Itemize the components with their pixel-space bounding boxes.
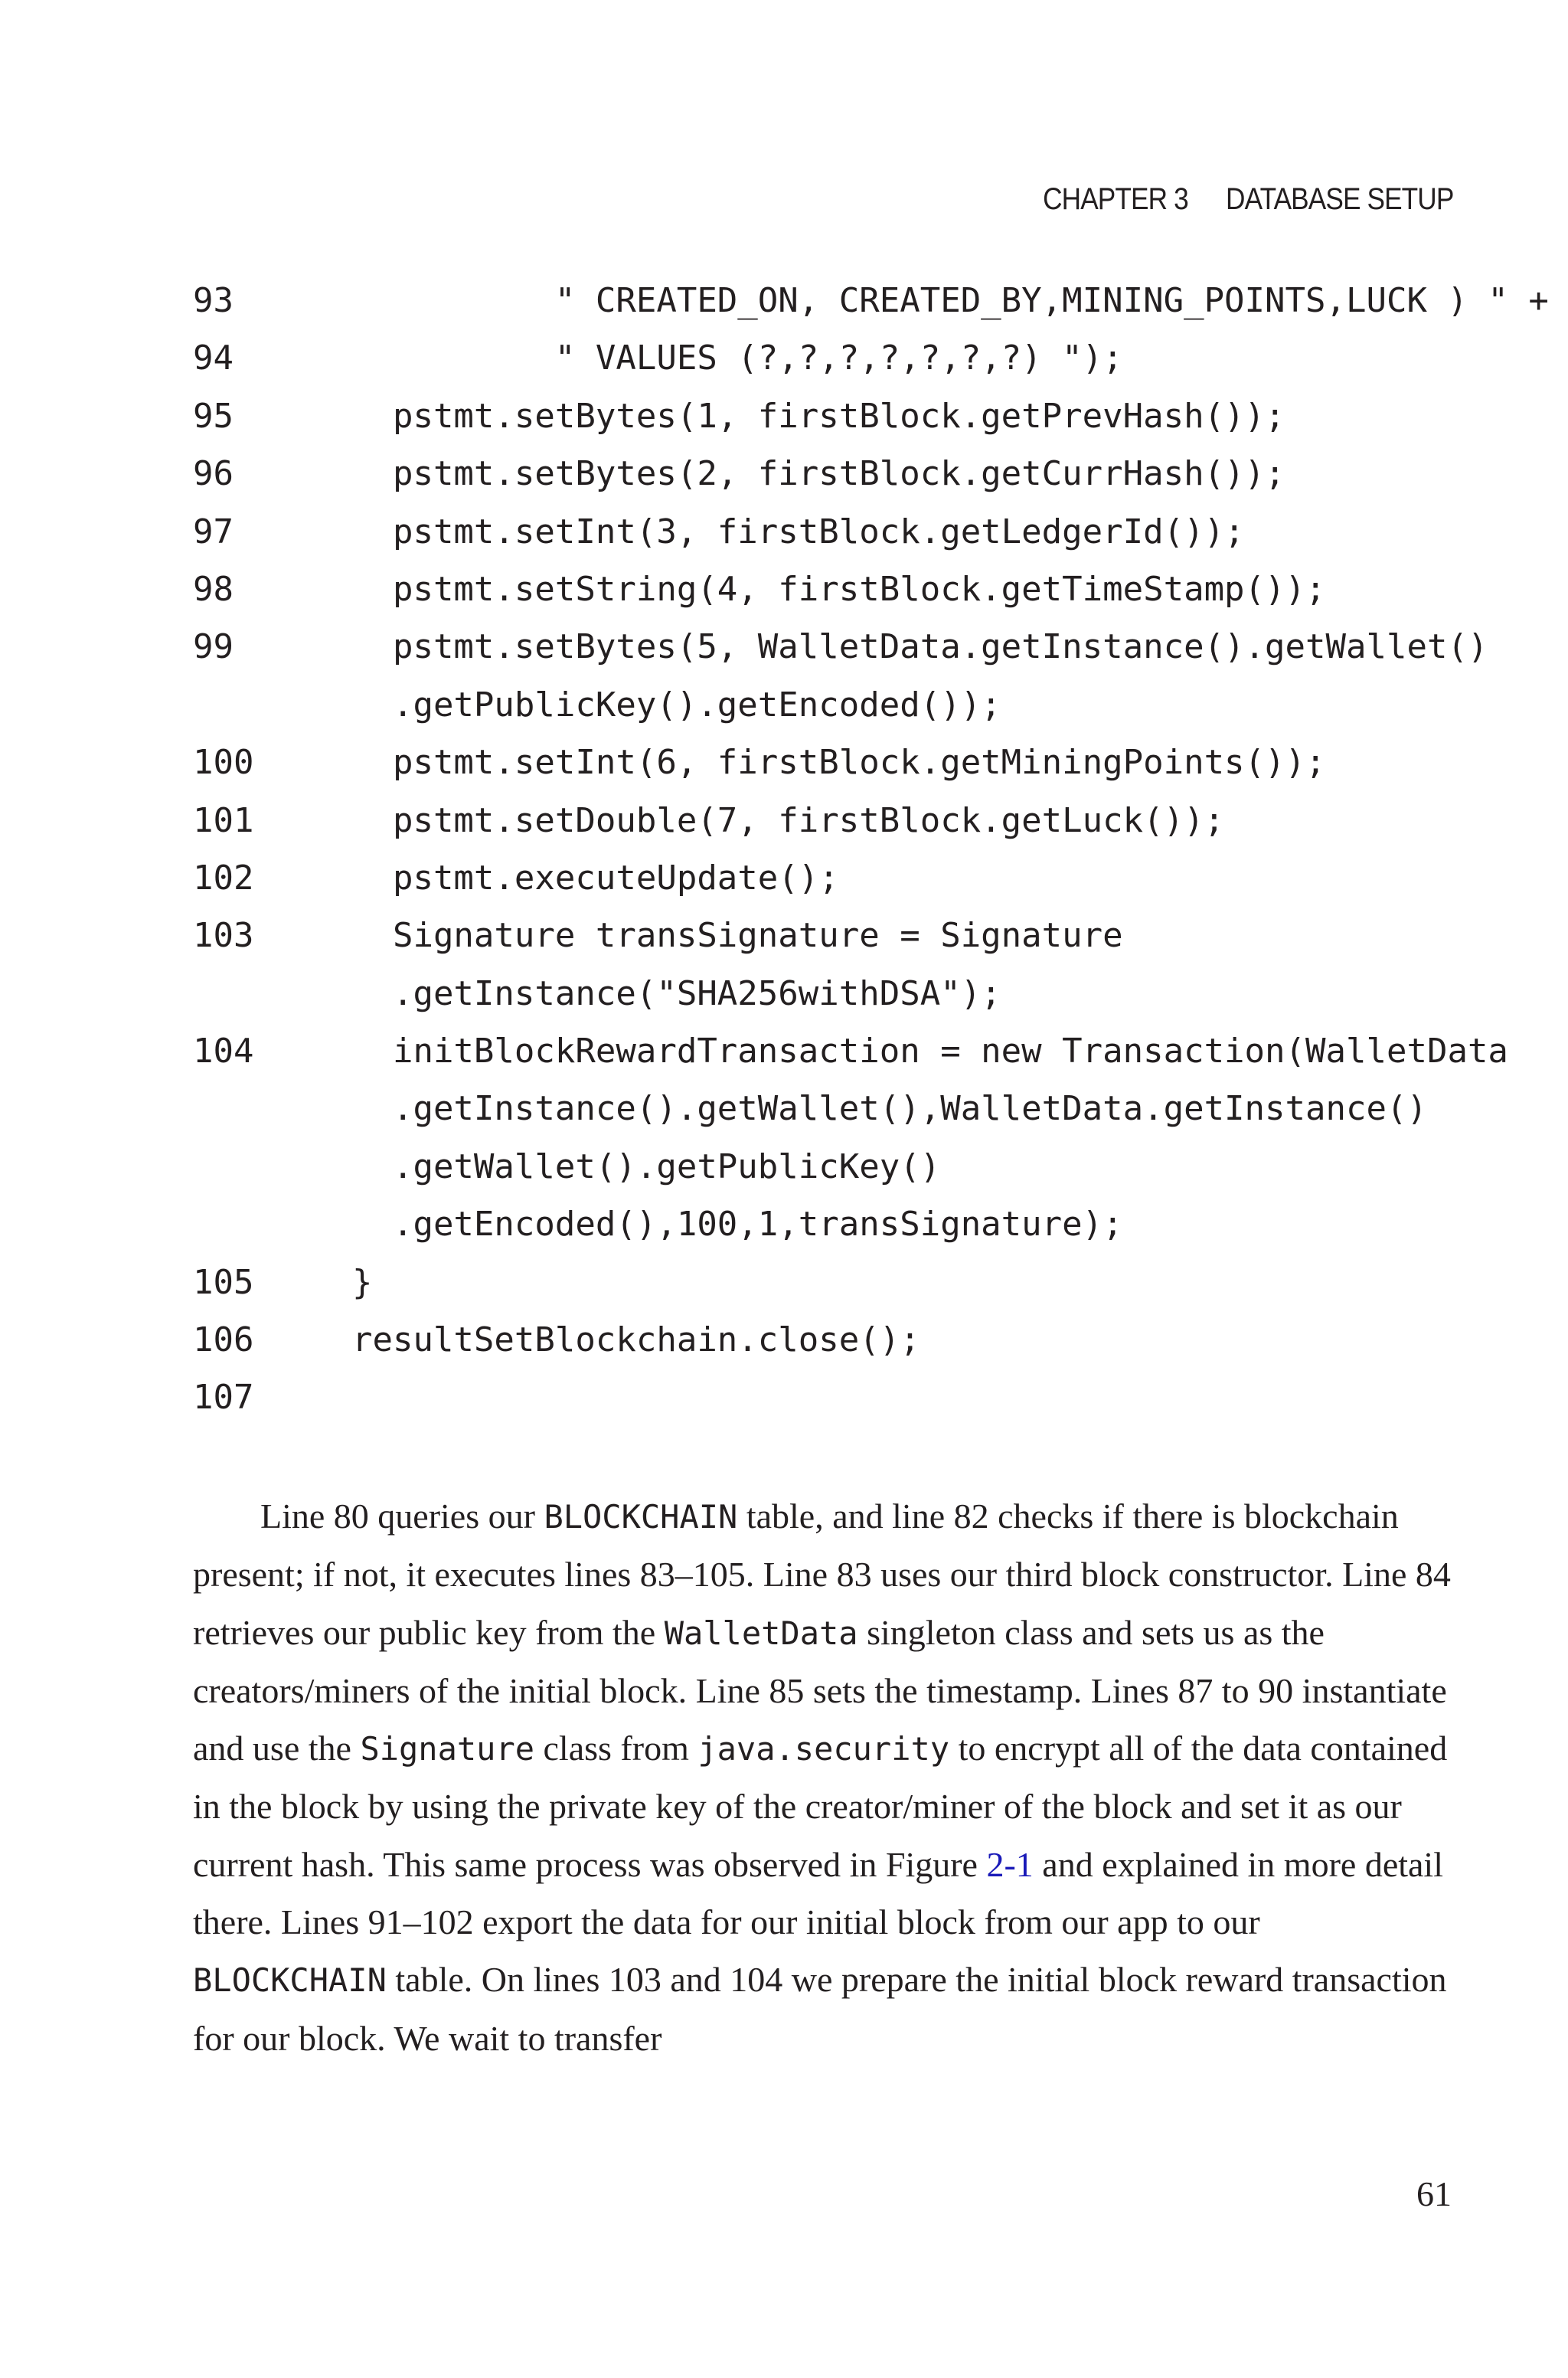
line-number — [193, 1196, 312, 1253]
code-line — [193, 1254, 1464, 1311]
code-line — [193, 329, 1464, 387]
code-text: pstmt.setBytes(1, firstBlock.getPrevHash()); — [312, 396, 1285, 436]
inline-code: BLOCKCHAIN — [544, 1498, 738, 1536]
text-run: and explained in more detail there. Lines 91–102 export the data for our initial block from our app to our — [193, 1844, 1443, 1942]
line-number: 103 — [193, 916, 254, 956]
code-line — [193, 734, 1464, 791]
code-line — [193, 1196, 1464, 1253]
line-number: 98 — [193, 569, 234, 609]
line-number: 107 — [193, 1378, 254, 1418]
code-text: " CREATED_ON, CREATED_BY,MINING_POINTS,LUCK ) " + — [312, 281, 1549, 320]
code-line — [193, 272, 1549, 329]
code-line — [193, 503, 1464, 561]
inline-code: WalletData — [664, 1614, 858, 1652]
line-number: 106 — [193, 1320, 254, 1360]
code-line — [193, 445, 1464, 502]
line-number — [193, 676, 312, 734]
figure-link[interactable]: 2-1 — [986, 1844, 1034, 1884]
code-line — [193, 907, 1464, 964]
code-line — [193, 1138, 1464, 1196]
line-number: 96 — [193, 454, 234, 494]
line-number — [193, 965, 312, 1022]
code-text: } — [312, 1262, 373, 1302]
code-text: pstmt.setDouble(7, firstBlock.getLuck()); — [312, 800, 1225, 840]
line-number: 93 — [193, 281, 234, 320]
code-listing — [193, 272, 1549, 1427]
inline-code: BLOCKCHAIN — [193, 1961, 387, 2000]
line-number: 105 — [193, 1262, 254, 1302]
line-number: 94 — [193, 339, 234, 378]
code-text: pstmt.setBytes(5, WalletData.getInstance().getWallet() — [312, 627, 1488, 667]
line-number — [193, 1138, 312, 1196]
line-number — [193, 1080, 312, 1137]
code-line — [193, 1080, 1464, 1137]
code-line — [193, 792, 1464, 849]
code-line — [193, 676, 1464, 734]
code-text: pstmt.setString(4, firstBlock.getTimeStamp()); — [312, 569, 1326, 609]
text-run: Line 80 queries our — [260, 1496, 544, 1536]
text-run: table. On lines 103 and 104 we prepare the initial block reward transaction for our block. We wait to transfer — [193, 1960, 1447, 2058]
line-number: 101 — [193, 800, 254, 840]
code-text: .getWallet().getPublicKey() — [312, 1146, 941, 1186]
body-paragraph — [193, 1487, 1456, 2067]
chapter-label: CHAPTER 3 — [1042, 182, 1188, 216]
page-number: 61 — [1416, 2174, 1452, 2213]
code-text: .getInstance("SHA256withDSA"); — [312, 973, 1001, 1013]
code-text: resultSetBlockchain.close(); — [312, 1320, 920, 1360]
text-run: to encrypt all of the data contained in the block by using the private key of the creator/miner of the block and set it as our current hash. This same process was observed in Figure — [193, 1729, 1448, 1884]
line-number: 104 — [193, 1032, 254, 1071]
code-line — [193, 965, 1464, 1022]
code-text: pstmt.setInt(3, firstBlock.getLedgerId()); — [312, 512, 1245, 551]
code-line — [193, 1369, 1464, 1426]
line-number: 95 — [193, 396, 234, 436]
line-number: 100 — [193, 743, 254, 783]
code-text: initBlockRewardTransaction = new Transaction(WalletData — [312, 1032, 1508, 1071]
code-line — [193, 1022, 1508, 1080]
code-text: .getPublicKey().getEncoded()); — [312, 685, 1001, 725]
line-number: 97 — [193, 512, 234, 551]
code-line — [193, 388, 1464, 445]
line-number: 99 — [193, 627, 234, 667]
text-run: singleton class and sets us as the creators/miners of the initial block. Line 85 sets the timestamp. Lines 87 to 90 instantiate and use the — [193, 1612, 1447, 1768]
code-text: " VALUES (?,?,?,?,?,?,?) "); — [312, 339, 1123, 378]
section-title: DATABASE SETUP — [1225, 182, 1453, 216]
inline-code: Signature — [360, 1730, 535, 1768]
text-run: class from — [534, 1729, 698, 1768]
code-line — [193, 561, 1464, 618]
inline-code: java.security — [697, 1730, 950, 1768]
code-text: .getInstance().getWallet(),WalletData.getInstance() — [312, 1089, 1427, 1129]
code-text: pstmt.executeUpdate(); — [312, 858, 839, 898]
code-line — [193, 849, 1464, 907]
code-text: Signature transSignature = Signature — [312, 916, 1123, 956]
code-text: pstmt.setBytes(2, firstBlock.getCurrHash()); — [312, 454, 1285, 494]
text-run: table, and line 82 checks if there is blockchain present; if not, it executes lines 83–105. Line 83 uses our third block constructor. Line 84 retrieves our public key from the — [193, 1496, 1451, 1652]
code-line — [193, 1311, 1464, 1369]
running-header — [1043, 182, 1453, 217]
code-text: pstmt.setInt(6, firstBlock.getMiningPoints()); — [312, 743, 1326, 783]
code-line — [193, 618, 1488, 675]
code-text: .getEncoded(),100,1,transSignature); — [312, 1205, 1123, 1245]
line-number: 102 — [193, 858, 254, 898]
